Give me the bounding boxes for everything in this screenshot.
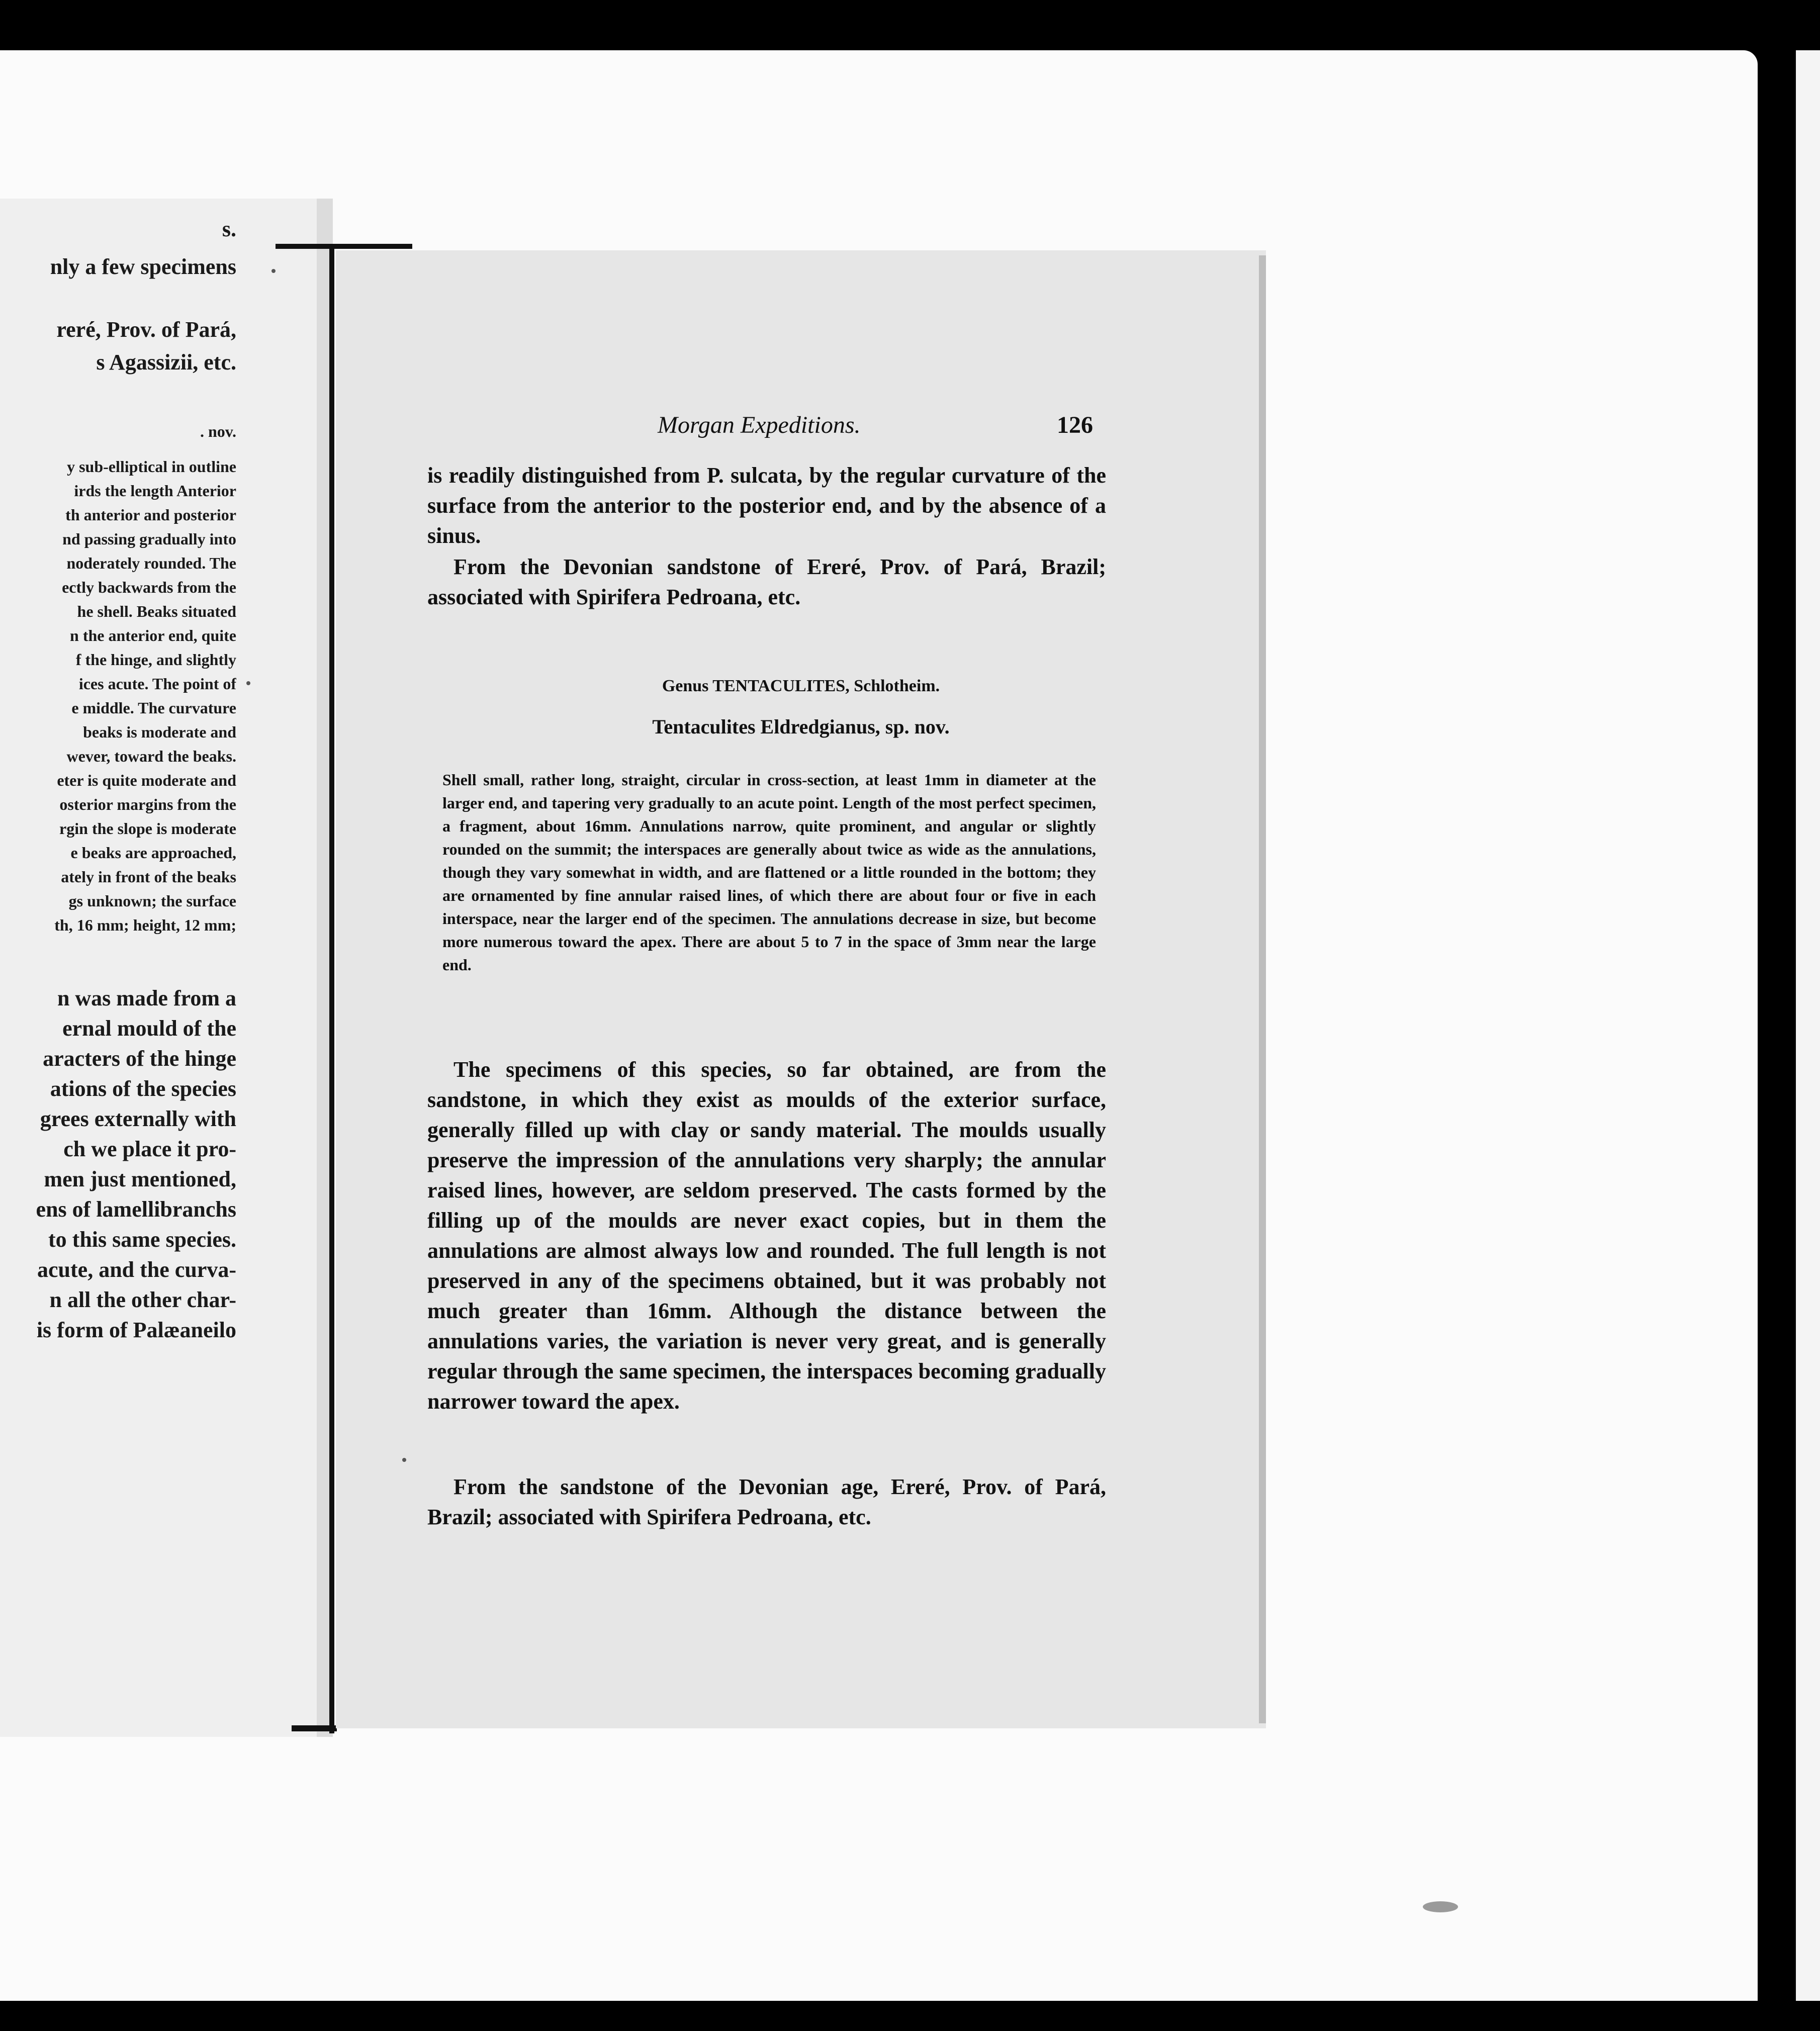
left-page-line: nd passing gradually into (62, 530, 236, 548)
left-page-line: reré, Prov. of Pará, (56, 317, 236, 342)
bottom-binding-bar (292, 1725, 337, 1731)
frame-edge-strip (1796, 50, 1820, 2001)
left-page-line: th, 16 mm; height, 12 mm; (54, 916, 236, 934)
left-page-line: aracters of the hinge (43, 1046, 236, 1071)
left-page-line: . nov. (200, 422, 236, 440)
left-page-line: eter is quite moderate and (57, 771, 236, 789)
film-smudge (1423, 1901, 1458, 1912)
left-page-line: noderately rounded. The (66, 554, 236, 572)
left-page-line: ices acute. The point of (78, 675, 236, 693)
left-page-line: gs unknown; the surface (68, 892, 236, 910)
page-number: 126 (1057, 412, 1093, 438)
left-page-line: ations of the species (50, 1076, 236, 1101)
left-page (0, 199, 317, 1737)
intro-paragraph: is readily distinguished from P. sulcata, by the regular curvature of the surface from the anterior to the posterior end, and by the absence of a sinus. (427, 463, 1106, 548)
left-page-line: nly a few specimens (50, 254, 236, 279)
species-heading: Tentaculites Eldredgianus, sp. nov. (652, 715, 950, 738)
gutter-line (329, 245, 334, 1733)
left-page-line: s. (222, 217, 236, 241)
left-page-line: n was made from a (57, 986, 236, 1010)
left-page-line: to this same species. (48, 1227, 236, 1252)
left-page-line: ernal mould of the (62, 1016, 236, 1041)
page-header (336, 411, 1266, 446)
left-page-line: th anterior and posterior (65, 506, 236, 524)
left-page-text (0, 199, 236, 1737)
left-page-line: rgin the slope is moderate (59, 819, 236, 838)
left-page-line: e beaks are approached, (70, 844, 236, 862)
genus-heading: Genus TENTACULITES, Schlotheim. (662, 677, 940, 695)
left-page-line: grees externally with (40, 1106, 236, 1131)
left-page-line: men just mentioned, (44, 1167, 236, 1191)
speck (246, 681, 250, 685)
left-page-line: f the hinge, and slightly (75, 651, 236, 669)
left-page-line: ens of lamellibranchs (36, 1197, 236, 1222)
left-page-line: acute, and the curva- (37, 1257, 236, 1282)
left-page-line: irds the length Anterior (74, 482, 236, 500)
left-page-line: wever, toward the beaks. (66, 747, 236, 765)
left-page-line: y sub-elliptical in outline (67, 457, 236, 476)
left-page-line: he shell. Beaks situated (77, 602, 236, 620)
speck (271, 269, 276, 273)
species-description: Shell small, rather long, straight, circular in cross-section, at least 1mm in diameter at the larger end, and tapering very gradually to an acute point. Length of the most perfect specimen, a fragment, about 16mm. Annulations narrow, quite prominent, and angular or slightly rounded on the summit; the interspaces are generally about twice as wide as the annulations, though they vary somewhat in width, and are flattened or a little rounded in the bottom; they are ornamented by fine annular raised lines, of which there are about four or five in each interspace, near the larger end of the specimen. The annulations decrease in size, but become more numerous toward the apex. There are about 5 to 7 in the space of 3mm near the large end. (442, 771, 1096, 974)
locality-paragraph-1: From the Devonian sandstone of Ereré, Prov. of Pará, Brazil; associated with Spirifera Pedroana, etc. (427, 555, 1106, 609)
left-page-line: n all the other char- (49, 1287, 236, 1312)
left-page-line: is form of Palæaneilo (36, 1318, 236, 1342)
top-binding-bar (276, 244, 412, 249)
left-page-line: ch we place it pro- (63, 1137, 236, 1161)
right-page (336, 250, 1266, 1728)
left-page-line: s Agassizii, etc. (96, 350, 236, 375)
left-page-line: osterior margins from the (59, 795, 236, 813)
left-page-line: e middle. The curvature (71, 699, 236, 717)
left-page-line: beaks is moderate and (83, 723, 236, 741)
remarks-paragraph: The specimens of this species, so far obtained, are from the sandstone, in which they exist as moulds of the exterior surface, generally filled up with clay or sandy material. The moulds usually preserve the impression of the annulations very sharply; the annular raised lines, however, are seldom preserved. The casts formed by the filling up of the moulds are never exact copies, but in them the annulations are almost always low and rounded. The full length is not preserved in any of the specimens obtained, but it was probably not much greater than 16mm. Although the distance between the annulations varies, the variation is never very great, and is generally regular through the same specimen, the interspaces becoming gradually narrower toward the apex. (427, 1057, 1106, 1414)
running-head: Morgan Expeditions. (658, 412, 861, 438)
left-page-line: ectly backwards from the (62, 578, 236, 596)
speck (402, 1458, 406, 1462)
locality-paragraph-2: From the sandstone of the Devonian age, Ereré, Prov. of Pará, Brazil; associated with Spirifera Pedroana, etc. (427, 1474, 1106, 1529)
left-page-line: n the anterior end, quite (70, 626, 236, 644)
left-page-line: ately in front of the beaks (61, 868, 236, 886)
